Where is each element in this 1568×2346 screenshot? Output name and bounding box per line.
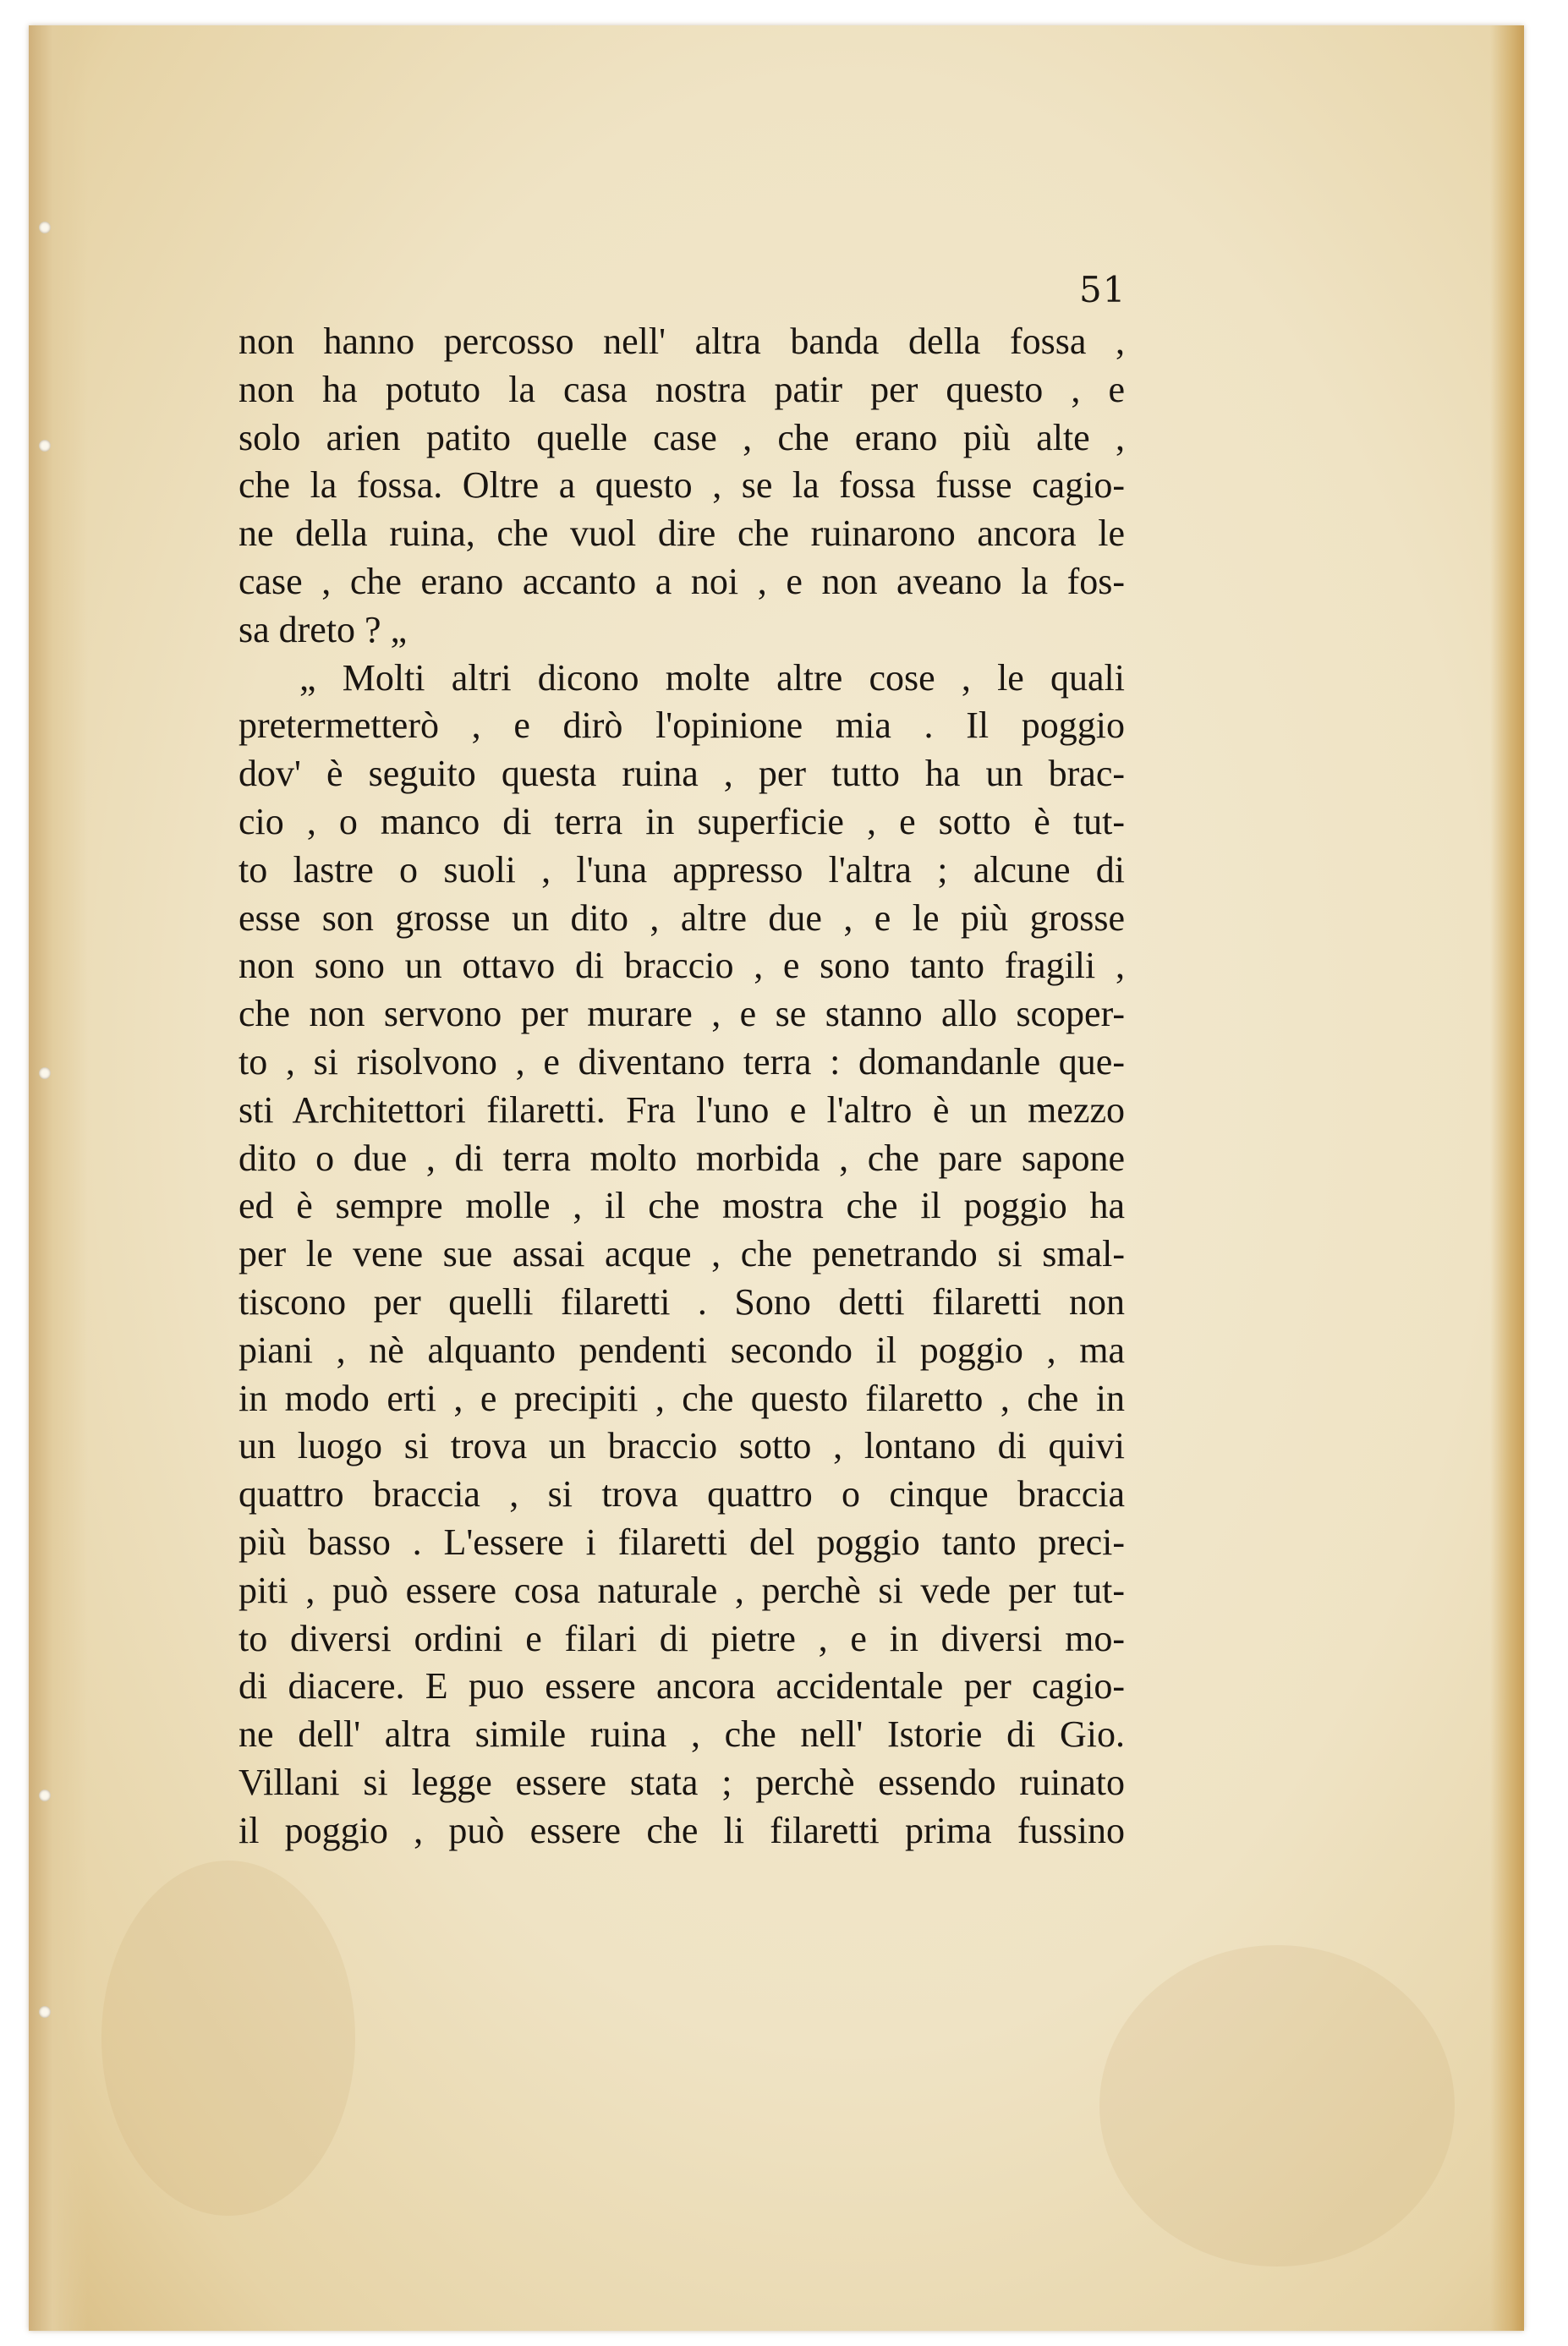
text-line: sa dreto ? „ <box>238 608 408 650</box>
text-line: to lastre o suoli , l'una appresso l'altra ; alcune di <box>238 848 1125 891</box>
binding-hole <box>39 222 51 233</box>
text-line: quattro braccia , si trova quattro o cinque braccia <box>238 1473 1125 1516</box>
text-line: per le vene sue assai acque , che penetrando si smal- <box>238 1233 1125 1275</box>
text-line: non sono un ottavo di braccio , e sono tanto fragili , <box>238 945 1125 987</box>
binding-hole <box>39 1067 51 1079</box>
body-text <box>238 318 1125 1855</box>
text-line: pretermetterò , e dirò l'opinione mia . Il poggio <box>238 704 1125 747</box>
binding-gutter <box>29 25 88 2331</box>
text-line: case , che erano accanto a noi , e non aveano la fos- <box>238 560 1125 602</box>
text-line: che la fossa. Oltre a questo , se la fossa fusse cagio- <box>238 464 1125 507</box>
binding-hole <box>39 1790 51 1801</box>
text-line: più basso . L'essere i filaretti del poggio tanto preci- <box>238 1521 1125 1563</box>
text-line: esse son grosse un dito , altre due , e le più grosse <box>238 896 1125 939</box>
text-line: piani , nè alquanto pendenti secondo il poggio , ma <box>238 1329 1125 1371</box>
text-line: ed è sempre molle , il che mostra che il poggio ha <box>238 1185 1125 1227</box>
text-line: il poggio , può essere che li filaretti prima fussino <box>238 1809 1125 1851</box>
text-line: in modo erti , e precipiti , che questo filaretto , che in <box>238 1377 1125 1419</box>
text-line: Villani si legge essere stata ; perchè essendo ruinato <box>238 1761 1125 1803</box>
text-line: tiscono per quelli filaretti . Sono detti filaretti non <box>238 1280 1125 1323</box>
text-line: un luogo si trova un braccio sotto , lontano di quivi <box>238 1425 1125 1467</box>
text-line: non ha potuto la casa nostra patir per questo , e <box>238 368 1125 410</box>
text-line: solo arien patito quelle case , che erano più alte , <box>238 416 1125 458</box>
text-line: to diversi ordini e filari di pietre , e in diversi mo- <box>238 1617 1125 1659</box>
text-line: ne dell' altra simile ruina , che nell' Istorie di Gio. <box>238 1713 1125 1756</box>
text-line: che non servono per murare , e se stanno allo scoper- <box>238 993 1125 1035</box>
text-line: non hanno percosso nell' altra banda della fossa , <box>238 321 1125 362</box>
text-line: sti Architettori filaretti. Fra l'uno e l'altro è un mezzo <box>238 1088 1125 1131</box>
text-line: to , si risolvono , e diventano terra : domandanle que- <box>238 1040 1125 1083</box>
paper-stain <box>101 1861 355 2216</box>
text-line: ne della ruina, che vuol dire che ruinarono ancora le <box>238 513 1125 555</box>
page-number: 51 <box>1079 269 1127 310</box>
text-line: dito o due , di terra molto morbida , che pare sapone <box>238 1137 1125 1179</box>
text-line: di diacere. E puo essere ancora accidentale per cagio- <box>238 1665 1125 1707</box>
text-line: cio , o manco di terra in superficie , e sotto è tut- <box>238 800 1125 842</box>
text-line: piti , può essere cosa naturale , perchè si vede per tut- <box>238 1569 1125 1611</box>
binding-hole <box>39 2006 51 2018</box>
paper-stain <box>1099 1945 1455 2267</box>
binding-hole <box>39 440 51 452</box>
text-line: dov' è seguito questa ruina , per tutto ha un brac- <box>238 753 1125 795</box>
text-line: „ Molti altri dicono molte altre cose , le quali <box>299 656 1125 699</box>
page-edge-stain <box>1490 25 1524 2331</box>
